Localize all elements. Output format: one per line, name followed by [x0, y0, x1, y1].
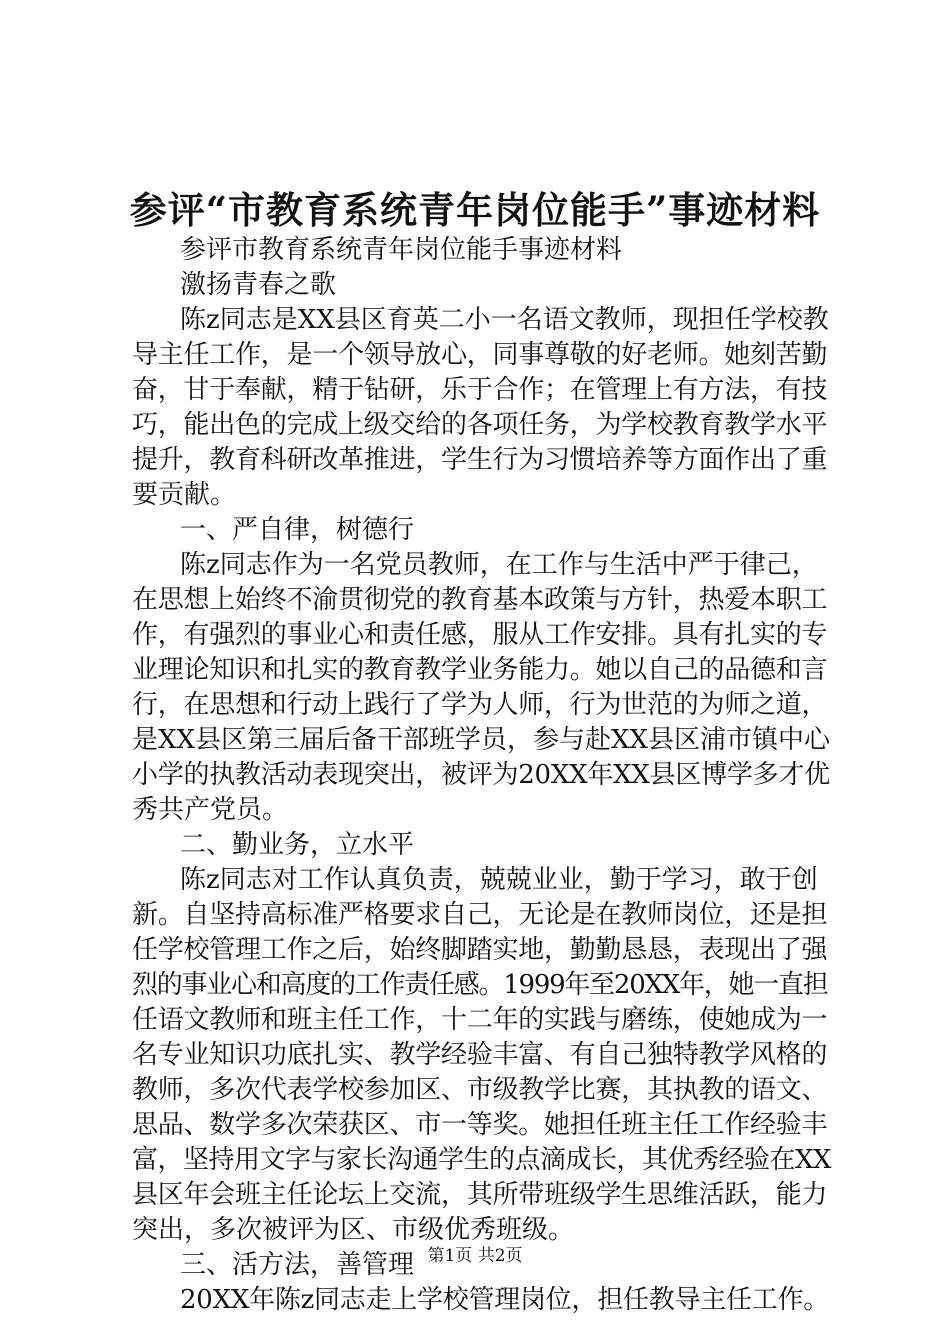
- body-line: 县区年会班主任论坛上交流，其所带班级学生思维活跃，能力: [132, 1180, 828, 1210]
- body-line: 要贡献。: [132, 480, 237, 510]
- body-line: 富，坚持用文字与家长沟通学生的点滴成长，其优秀经验在XX: [132, 1145, 832, 1175]
- body-line: 参评市教育系统青年岗位能手事迹材料: [180, 235, 623, 265]
- document-body: [132, 233, 832, 1318]
- body-line: 激扬青春之歌: [180, 270, 337, 300]
- document-title: 参评“市教育系统青年岗位能手”事迹材料: [129, 188, 821, 232]
- body-line: 巧，能出色的完成上级交给的各项任务，为学校教育教学水平: [132, 410, 828, 440]
- body-line: 陈z同志对工作认真负责，兢兢业业，勤于学习，敢于创: [180, 865, 818, 895]
- body-line: 陈z同志是XX县区育英二小一名语文教师，现担任学校教: [180, 305, 829, 335]
- body-line: 任语文教师和班主任工作，十二年的实践与磨练，使她成为一: [132, 1005, 828, 1035]
- body-line: 二、勤业务，立水平: [180, 830, 415, 860]
- body-line: 思品、数学多次荣获区、市一等奖。她担任班主任工作经验丰: [132, 1110, 828, 1140]
- page-footer: 第1页 共2页: [427, 1246, 523, 1266]
- body-line: 烈的事业心和高度的工作责任感。1999年至20XX年，她一直担: [132, 970, 828, 1000]
- body-line: 教师，多次代表学校参加区、市级教学比赛，其执教的语文、: [132, 1075, 828, 1105]
- body-line: 任学校管理工作之后，始终脚踏实地，勤勤恳恳，表现出了强: [132, 935, 828, 965]
- body-line: 秀共产党员。: [132, 795, 289, 825]
- body-line: 陈z同志作为一名党员教师，在工作与生活中严于律己，: [180, 550, 818, 580]
- body-line: 名专业知识功底扎实、教学经验丰富、有自己独特教学风格的: [132, 1040, 828, 1070]
- body-line: 20XX年陈z同志走上学校管理岗位，担任教导主任工作。: [180, 1285, 830, 1315]
- body-line: 小学的执教活动表现突出，被评为20XX年XX县区博学多才优: [132, 760, 830, 790]
- body-line: 奋，甘于奉献，精于钻研，乐于合作；在管理上有方法，有技: [132, 375, 828, 405]
- body-line: 是XX县区第三届后备干部班学员，参与赴XX县区浦市镇中心: [132, 725, 831, 755]
- body-line: 行，在思想和行动上践行了学为人师，行为世范的为师之道，: [132, 690, 828, 720]
- body-line: 作，有强烈的事业心和责任感，服从工作安排。具有扎实的专: [132, 620, 828, 650]
- body-line: 业理论知识和扎实的教育教学业务能力。她以自己的品德和言: [132, 655, 828, 685]
- body-line: 突出，多次被评为区、市级优秀班级。: [132, 1215, 575, 1245]
- body-line: 导主任工作，是一个领导放心，同事尊敬的好老师。她刻苦勤: [132, 340, 828, 370]
- body-line: 一、严自律，树德行: [180, 515, 415, 545]
- body-line: 提升，教育科研改革推进，学生行为习惯培养等方面作出了重: [132, 445, 828, 475]
- body-line: 在思想上始终不渝贯彻党的教育基本政策与方针，热爱本职工: [132, 585, 828, 615]
- body-line: 三、活方法，善管理: [180, 1250, 415, 1280]
- body-line: 新。自坚持高标准严格要求自己，无论是在教师岗位，还是担: [132, 900, 828, 930]
